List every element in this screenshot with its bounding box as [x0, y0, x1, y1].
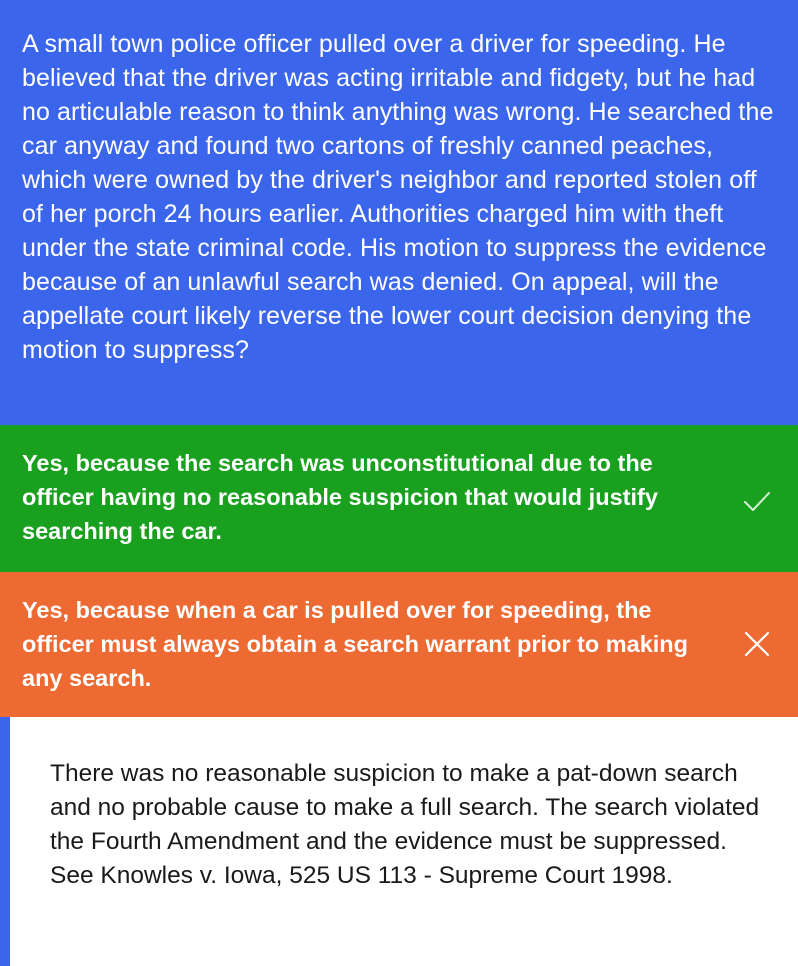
close-icon: [742, 629, 772, 659]
explanation-text: There was no reasonable suspicion to make a pat-down search and no probable cause to make a full search. The search violated the Fourth Amendment and the evidence must be suppressed. See Knowles v. Iowa, 525 US 113 - Supreme Court 1998.: [50, 760, 760, 889]
checkmark-icon: [742, 486, 772, 516]
explanation-accent-bar: [0, 717, 10, 966]
answer-text: Yes, because the search was unconstitutional due to the officer having no reasonable suspicion that would justify searching the car.: [22, 450, 658, 544]
question-card: [0, 0, 798, 425]
question-text: A small town police officer pulled over a driver for speeding. He believed that the driver was acting irritable and fidgety, but he had no articulable reason to think anything was wrong. He searched the car anyway and found two cartons of freshly canned peaches, which were owned by the driver's neighbor and reported stolen off of her porch 24 hours earlier. Authorities charged him with theft under the state criminal code. His motion to suppress the evidence because of an unlawful search was denied. On appeal, will the appellate court likely reverse the lower court decision denying the motion to suppress?: [22, 30, 774, 364]
answer-option-correct[interactable]: [0, 425, 798, 572]
answer-option-incorrect[interactable]: [0, 572, 798, 717]
answer-text: Yes, because when a car is pulled over for speeding, the officer must always obtain a search warrant prior to making any search.: [22, 597, 689, 691]
explanation-panel: [0, 717, 798, 966]
